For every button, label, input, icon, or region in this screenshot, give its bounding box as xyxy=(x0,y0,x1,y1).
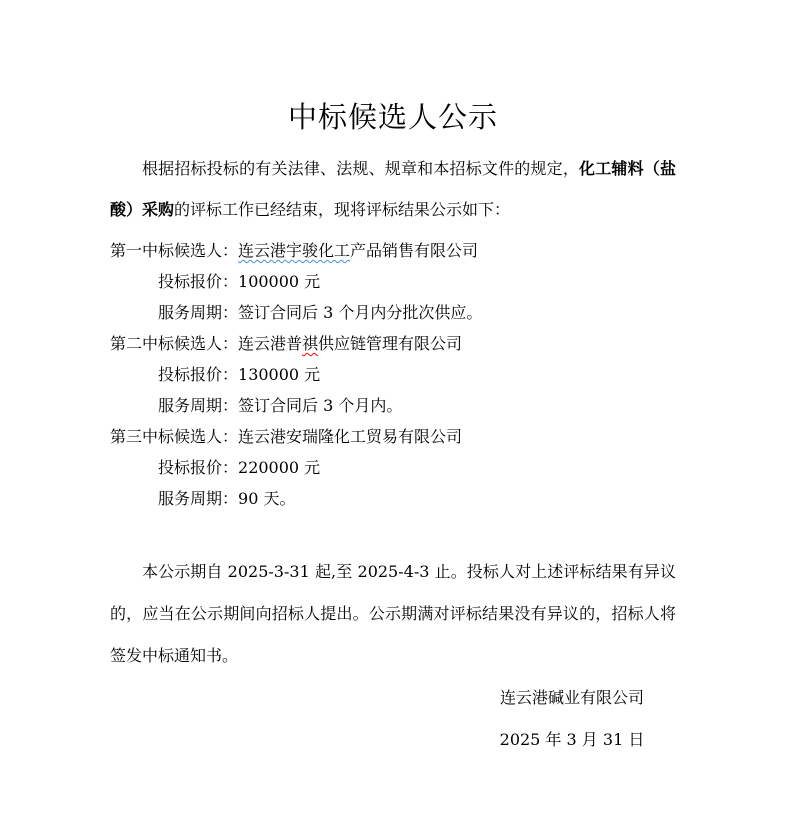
intro-text-bold: 化工辅料（盐酸）采购 xyxy=(110,159,676,219)
candidate-2-period-line xyxy=(158,390,676,421)
candidate-list xyxy=(110,235,676,514)
candidate-1-period-label: 服务周期： xyxy=(158,303,239,322)
candidate-2-company-pre: 连云港普 xyxy=(238,334,303,353)
intro-paragraph xyxy=(110,148,676,230)
candidate-2-period-label: 服务周期： xyxy=(158,396,239,415)
candidate-3-rank-label: 第三中标候选人： xyxy=(110,427,239,446)
candidate-3-period-label: 服务周期： xyxy=(158,489,239,508)
candidate-2-company-rest: 供应链管理有限公司 xyxy=(318,334,463,353)
candidate-3-period-value: 90 天。 xyxy=(238,489,296,508)
candidate-1-price-value: 100000 元 xyxy=(238,272,321,291)
candidate-1-price-label: 投标报价： xyxy=(158,272,239,291)
candidate-3-price-line xyxy=(158,452,676,483)
signature-date: 2025 年 3 月 31 日 xyxy=(499,730,645,749)
intro-text-post: 的评标工作已经结束，现将评标结果公示如下： xyxy=(174,200,511,219)
candidate-1-period-line xyxy=(158,297,676,328)
candidate-2-period-value: 签订合同后 3 个月内。 xyxy=(238,396,403,415)
candidate-3-price-value: 220000 元 xyxy=(238,458,321,477)
candidate-1-period-value: 签订合同后 3 个月内分批次供应。 xyxy=(238,303,483,322)
candidate-1-price-line xyxy=(158,266,676,297)
intro-text-pre: 根据招标投标的有关法律、法规、规章和本招标文件的规定， xyxy=(142,159,580,178)
candidate-3-name-line xyxy=(110,421,676,452)
candidate-2-price-line xyxy=(158,359,676,390)
candidate-2-company-marked: 祺 xyxy=(302,334,319,353)
candidate-2-price-value: 130000 元 xyxy=(238,365,321,384)
candidate-3-period-line xyxy=(158,483,676,514)
candidate-2-rank-label: 第二中标候选人： xyxy=(110,334,239,353)
candidate-1-company-rest: 产品销售有限公司 xyxy=(350,241,479,260)
candidate-2-name-line xyxy=(110,328,676,359)
candidate-1-name-line xyxy=(110,235,676,266)
candidate-3-price-label: 投标报价： xyxy=(158,458,239,477)
candidate-3-company-rest: 连云港安瑞隆化工贸易有限公司 xyxy=(238,427,463,446)
signature-block xyxy=(472,677,672,761)
candidate-2-price-label: 投标报价： xyxy=(158,365,239,384)
candidate-1-rank-label: 第一中标候选人： xyxy=(110,241,239,260)
document-title: 中标候选人公示 xyxy=(287,100,498,134)
candidate-1-company-marked: 连云港宇骏化工 xyxy=(238,241,351,260)
closing-paragraph: 本公示期自 2025-3-31 起,至 2025-4-3 止。投标人对上述评标结果有异议的，应当在公示期间向招标人提出。公示期满对评标结果没有异议的，招标人将签发中标通知书。 xyxy=(110,562,676,665)
signature-company: 连云港碱业有限公司 xyxy=(499,688,644,707)
